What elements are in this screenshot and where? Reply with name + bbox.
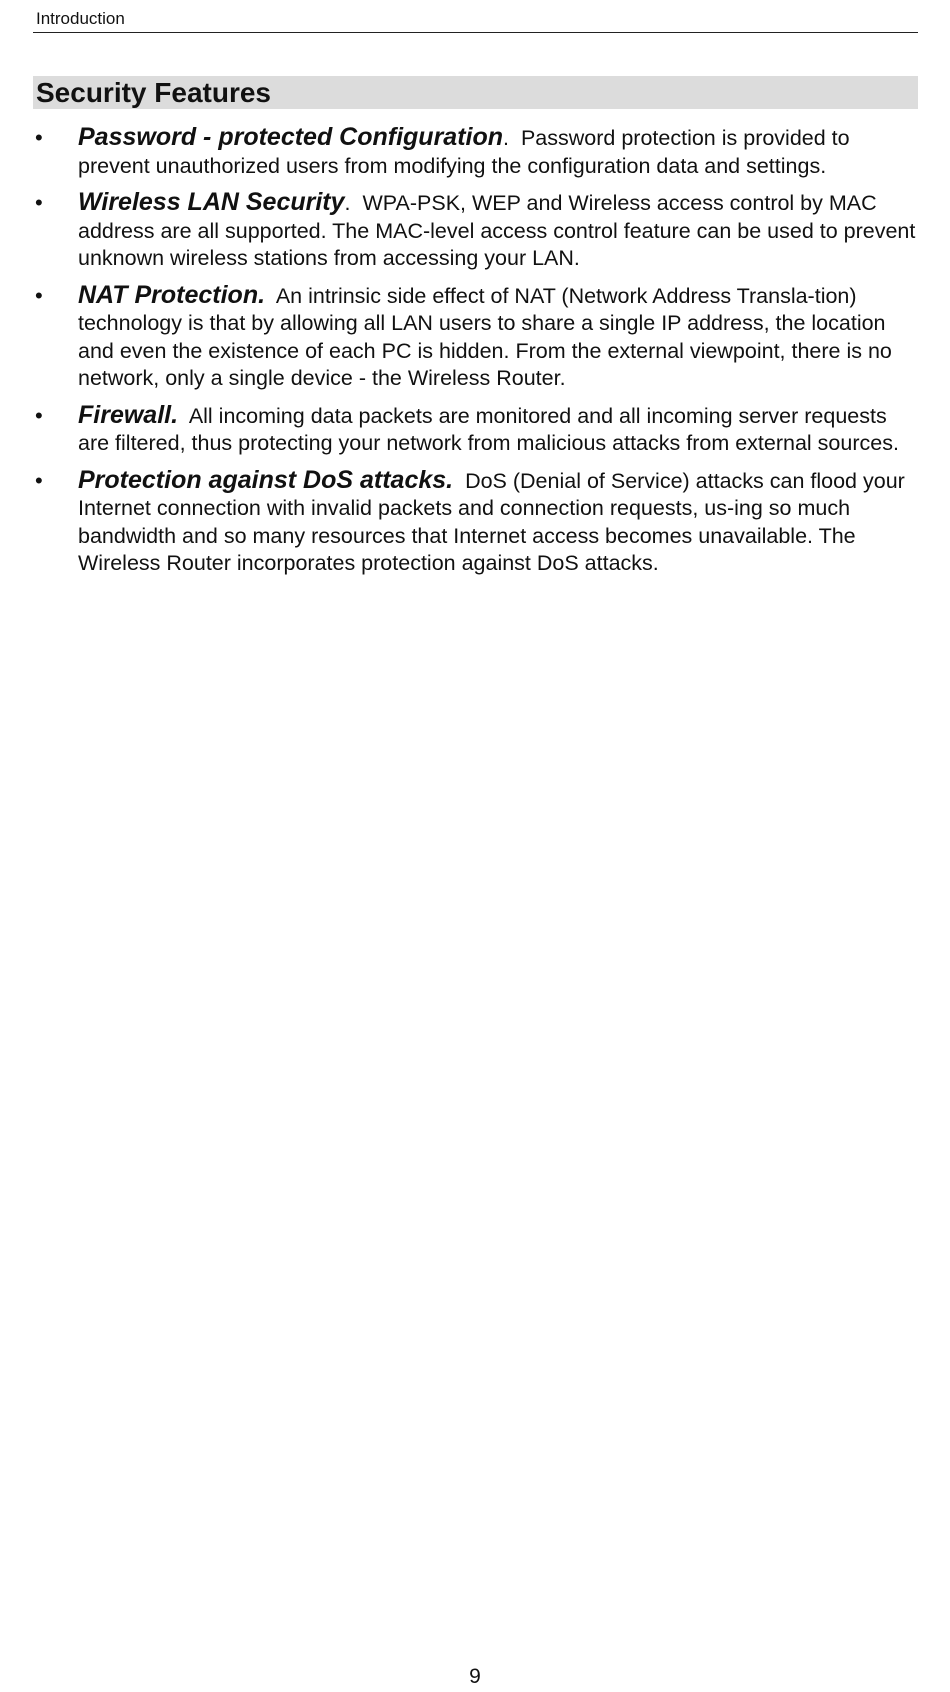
list-item <box>33 189 918 273</box>
page-number: 9 <box>469 1665 481 1688</box>
bullet-icon: • <box>35 467 43 493</box>
list-item <box>33 402 918 458</box>
feature-body: Password protection is provided to prevent unauthorized users from modifying the configuration data and settings. <box>78 126 850 178</box>
bullet-icon: • <box>35 282 43 308</box>
feature-title: Protection against DoS attacks. <box>78 465 454 494</box>
feature-body: An intrinsic side effect of NAT (Network Address Transla-tion) technology is that by allowing all LAN users to share a single IP address, the location and even the existence of each PC is hidden. From the external viewpoint, there is no network, only a single device - the Wireless Router. <box>78 283 892 390</box>
feature-body: WPA-PSK, WEP and Wireless access control by MAC address are all supported. The MAC-level access control feature can be used to prevent unknown wireless stations from accessing your LAN. <box>78 191 916 270</box>
feature-body: DoS (Denial of Service) attacks can flood your Internet connection with invalid packets and connection requests, us-ing so much bandwidth and so many resources that Internet access becomes unavailable. The Wireless Router incorporates protection against DoS attacks. <box>78 468 905 575</box>
feature-title: NAT Protection. <box>78 280 266 309</box>
list-item <box>33 282 918 393</box>
section-heading <box>33 76 918 109</box>
feature-body: All incoming data packets are monitored and all incoming server requests are filtered, thus protecting your network from malicious attacks from external sources. <box>78 403 899 455</box>
feature-title-punct: . <box>503 126 510 150</box>
feature-list <box>33 124 918 587</box>
feature-title: Firewall. <box>78 400 179 429</box>
list-item <box>33 467 918 578</box>
feature-title: Wireless LAN Security <box>78 188 345 216</box>
running-header-title: Introduction <box>36 9 125 28</box>
bullet-icon: • <box>35 125 43 150</box>
feature-title: Password - protected Configuration <box>78 123 504 151</box>
bullet-icon: • <box>35 402 43 428</box>
section-heading-text: Security Features <box>36 77 271 108</box>
list-item <box>33 124 918 180</box>
running-header <box>33 8 918 33</box>
bullet-icon: • <box>35 190 43 215</box>
feature-title-punct: . <box>344 191 351 215</box>
